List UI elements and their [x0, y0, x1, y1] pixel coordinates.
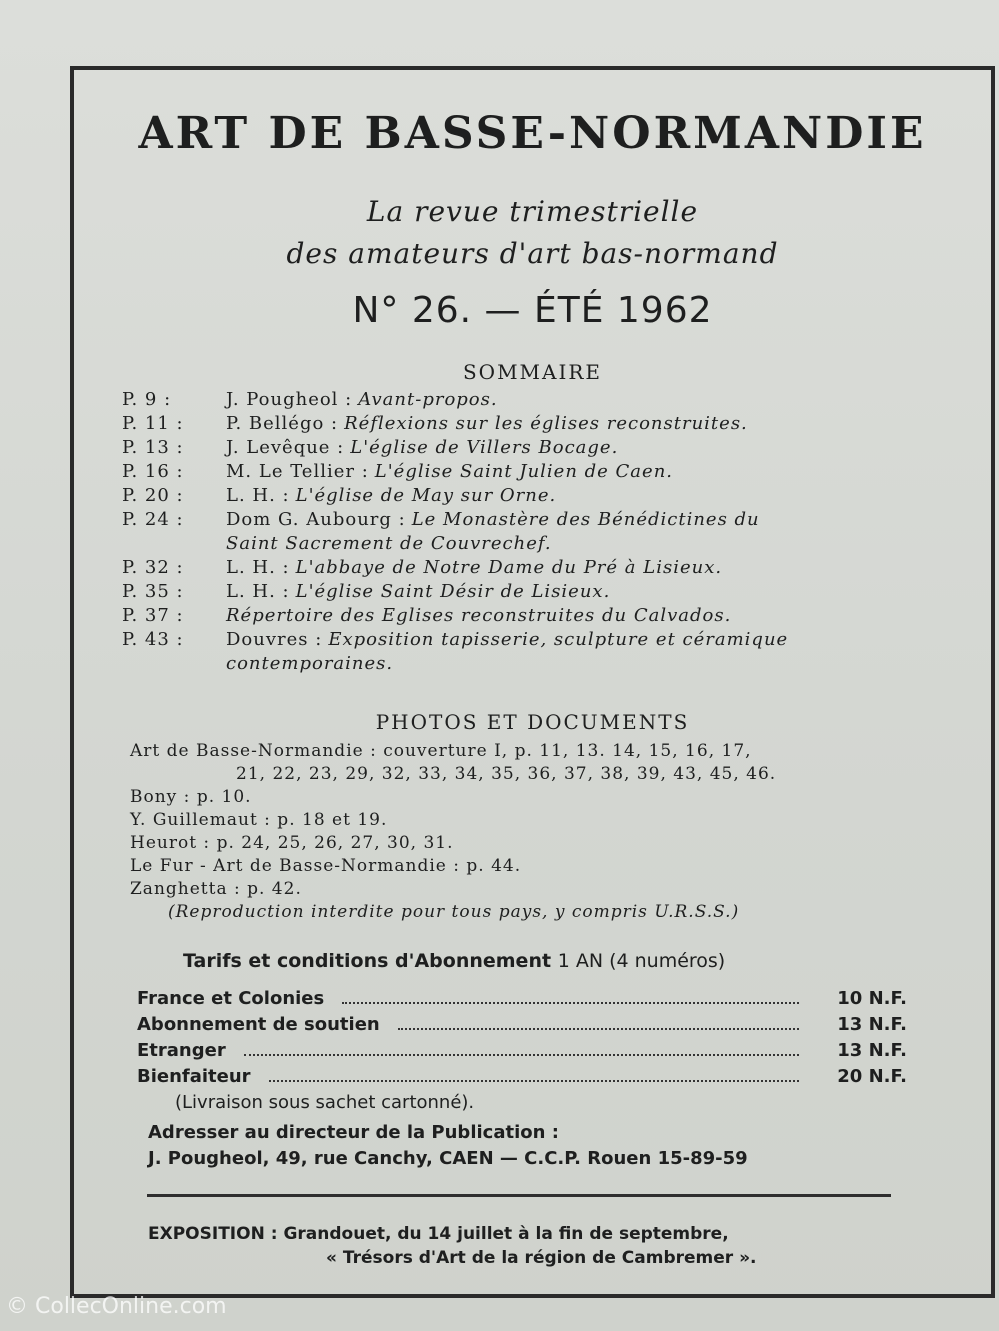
toc-entry	[122, 436, 952, 460]
toc-title: Exposition tapisserie, sculpture et céramique	[328, 629, 789, 650]
tarif-price: 13 N.F.	[837, 1014, 907, 1035]
toc-title: Le Monastère des Bénédictines du	[411, 509, 760, 530]
exposition-line: « Trésors d'Art de la région de Cambremer ».	[326, 1248, 757, 1268]
address-line: Adresser au directeur de la Publication :	[148, 1122, 559, 1143]
tarifs-period: 1 AN (4 numéros)	[557, 950, 726, 972]
credit-line: Art de Basse-Normandie : couverture I, p. 11, 13. 14, 15, 16, 17,	[130, 741, 752, 761]
toc-entry	[122, 460, 952, 484]
toc-page: P. 35 :	[122, 581, 184, 602]
credit-line: Zanghetta : p. 42.	[130, 879, 302, 899]
credit-line: Bony : p. 10.	[130, 787, 252, 807]
toc-page: P. 11 :	[122, 413, 184, 434]
toc-page: P. 9 :	[122, 389, 172, 410]
table-of-contents	[122, 388, 952, 676]
sommaire-heading: SOMMAIRE	[462, 360, 603, 384]
dot-leader	[269, 1080, 799, 1082]
toc-entry	[122, 412, 952, 436]
toc-title: L'abbaye de Notre Dame du Pré à Lisieux.	[295, 557, 723, 578]
toc-page: P. 20 :	[122, 485, 184, 506]
toc-entry	[122, 580, 952, 604]
tarif-row	[137, 986, 907, 1012]
toc-title-continued: contemporaines.	[226, 653, 394, 674]
divider	[147, 1194, 891, 1197]
credit-line: Le Fur - Art de Basse-Normandie : p. 44.	[130, 856, 522, 876]
toc-entry	[122, 628, 952, 676]
toc-author: J. Levêque :	[226, 437, 345, 458]
tarif-label: Etranger	[137, 1040, 226, 1061]
credit-line: 21, 22, 23, 29, 32, 33, 34, 35, 36, 37, 38, 39, 43, 45, 46.	[236, 764, 777, 784]
tarif-label: Bienfaiteur	[137, 1066, 251, 1087]
issue-number: N° 26. — ÉTÉ 1962	[352, 290, 713, 331]
toc-author: Dom G. Aubourg :	[226, 509, 406, 530]
credit-line: Heurot : p. 24, 25, 26, 27, 30, 31.	[130, 833, 454, 853]
toc-page: P. 13 :	[122, 437, 184, 458]
toc-author: Douvres :	[226, 629, 323, 650]
exposition-label: EXPOSITION :	[148, 1224, 278, 1244]
toc-page: P. 37 :	[122, 605, 184, 626]
toc-author: P. Bellégo :	[226, 413, 339, 434]
toc-entry	[122, 508, 952, 556]
address-line: J. Pougheol, 49, rue Canchy, CAEN — C.C.P. Rouen 15-89-59	[148, 1148, 748, 1169]
toc-page: P. 24 :	[122, 509, 184, 530]
credit-line: Y. Guillemaut : p. 18 et 19.	[130, 810, 388, 830]
subtitle-line-1: La revue trimestrielle	[366, 195, 699, 228]
dot-leader	[342, 1002, 799, 1004]
tarif-price: 13 N.F.	[837, 1040, 907, 1061]
toc-title: Avant-propos.	[358, 389, 498, 410]
toc-page: P. 43 :	[122, 629, 184, 650]
exposition-line: Grandouet, du 14 juillet à la fin de septembre,	[283, 1224, 729, 1244]
toc-title-continued: Saint Sacrement de Couvrechef.	[226, 533, 552, 554]
subtitle-line-2: des amateurs d'art bas-normand	[286, 237, 779, 270]
tarifs-title: Tarifs et conditions d'Abonnement	[183, 950, 552, 972]
exposition-notice	[148, 1222, 757, 1270]
photo-credits	[130, 740, 940, 924]
toc-title: L'église de Villers Bocage.	[350, 437, 619, 458]
tarif-label: Abonnement de soutien	[137, 1014, 380, 1035]
tarif-row	[137, 1038, 907, 1064]
toc-author: L. H. :	[226, 485, 290, 506]
tarif-row	[137, 1064, 907, 1090]
dot-leader	[244, 1054, 799, 1056]
toc-title: Réflexions sur les églises reconstruites.	[344, 413, 748, 434]
tarif-price: 20 N.F.	[837, 1066, 907, 1087]
toc-entry	[122, 388, 952, 412]
reproduction-note: (Reproduction interdite pour tous pays, y compris U.R.S.S.)	[168, 902, 740, 922]
tarifs-list	[137, 986, 907, 1116]
dot-leader	[398, 1028, 799, 1030]
publisher-address	[148, 1120, 748, 1172]
toc-author: M. Le Tellier :	[226, 461, 369, 482]
photos-heading: PHOTOS ET DOCUMENTS	[375, 710, 690, 734]
magazine-title: ART DE BASSE-NORMANDIE	[138, 108, 927, 159]
toc-author: L. H. :	[226, 581, 290, 602]
toc-author: J. Pougheol :	[226, 389, 353, 410]
tarif-label: France et Colonies	[137, 988, 325, 1009]
toc-title: L'église Saint Désir de Lisieux.	[295, 581, 611, 602]
watermark: © CollecOnline.com	[6, 1294, 227, 1319]
toc-title: Répertoire des Eglises reconstruites du Calvados.	[226, 605, 732, 626]
tarifs-heading	[183, 950, 725, 972]
delivery-note: (Livraison sous sachet cartonné).	[175, 1092, 475, 1113]
toc-title: L'église de May sur Orne.	[295, 485, 557, 506]
toc-entry	[122, 604, 952, 628]
toc-page: P. 32 :	[122, 557, 184, 578]
toc-entry	[122, 484, 952, 508]
tarif-price: 10 N.F.	[837, 988, 907, 1009]
toc-page: P. 16 :	[122, 461, 184, 482]
tarif-row	[137, 1012, 907, 1038]
toc-entry	[122, 556, 952, 580]
toc-title: L'église Saint Julien de Caen.	[374, 461, 674, 482]
toc-author: L. H. :	[226, 557, 290, 578]
